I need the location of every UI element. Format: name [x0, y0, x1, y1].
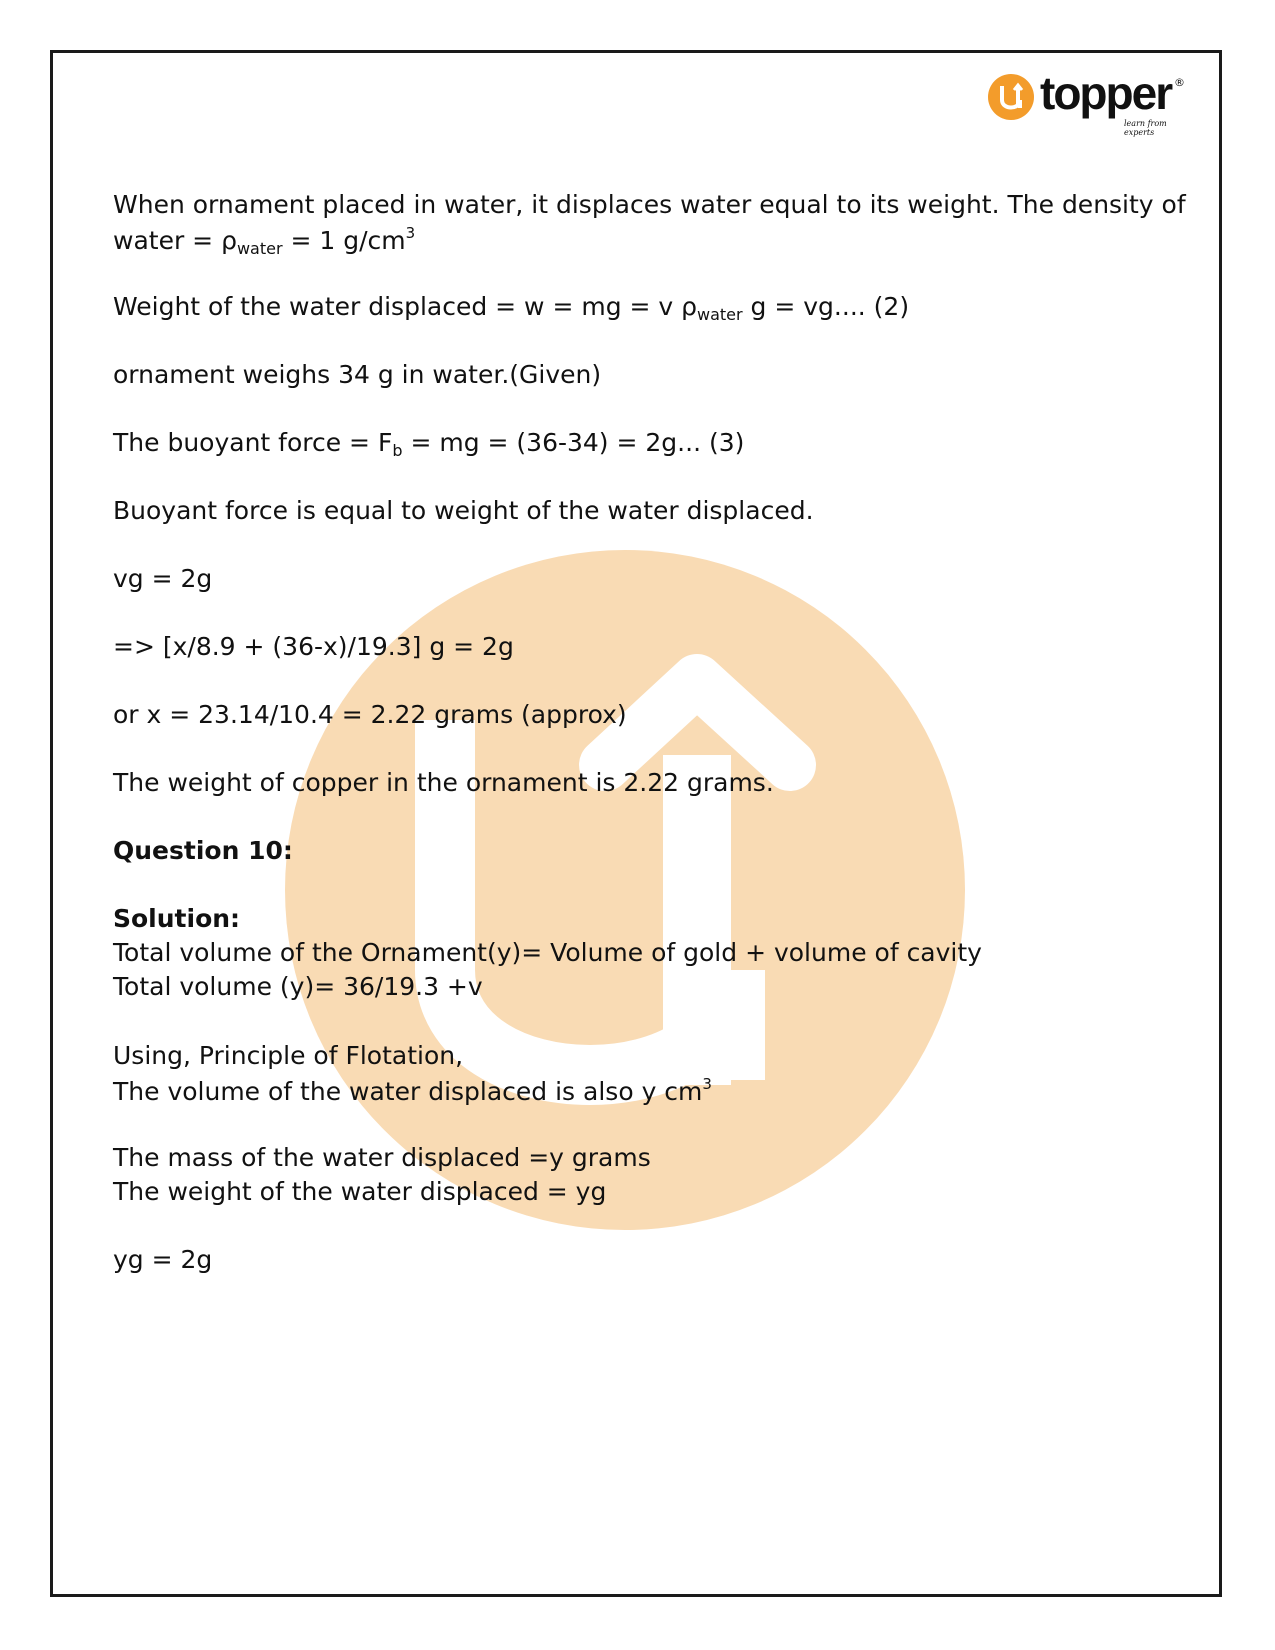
text-line-6: Buoyant force is equal to weight of the water displaced.	[113, 496, 814, 525]
text-line-2: water = $\rho_{water} = 1$ $g/cm^3$	[113, 224, 416, 258]
text-line-4: ornament weighs 34 g in water.(Given)	[113, 360, 602, 389]
text-line-15: The mass of the water displaced =y grams	[113, 1143, 651, 1172]
text-line-17: yg = 2g	[113, 1245, 213, 1274]
utopper-logo	[988, 67, 1188, 137]
text-line-13: Using, Principle of Flotation,	[113, 1041, 464, 1070]
logo-registered-mark: ®	[1174, 76, 1185, 89]
text-line-5: The buoyant force = $F_b$ = mg = (36-34) = 2g... (3)	[113, 428, 745, 460]
question-heading: Question 10:	[113, 836, 293, 865]
text-line-11: Total volume of the Ornament(y)= Volume of gold + volume of cavity	[113, 938, 982, 967]
text-line-10: The weight of copper in the ornament is 2.22 grams.	[113, 768, 774, 797]
logo-u-icon	[988, 74, 1034, 120]
logo-tagline: learn from experts	[1124, 119, 1167, 137]
text-line-3: Weight of the water displaced = w = mg = v $\rho_{water}$ g = vg.... (2)	[113, 292, 910, 324]
text-line-1: When ornament placed in water, it displaces water equal to its weight. The density of	[113, 190, 1186, 219]
text-line-8: => [x/8.9 + (36-x)/19.3] g = 2g	[113, 632, 514, 661]
text-line-7: vg = 2g	[113, 564, 213, 593]
text-line-9: or x = 23.14/10.4 = 2.22 grams (approx)	[113, 700, 627, 729]
solution-heading: Solution:	[113, 904, 241, 933]
text-line-14: The volume of the water displaced is also y $cm^3$	[113, 1075, 712, 1106]
logo-brand-text: topper	[1040, 67, 1172, 119]
text-line-16: The weight of the water displaced = yg	[113, 1177, 607, 1206]
text-line-12: Total volume (y)= 36/19.3 +v	[113, 972, 483, 1001]
